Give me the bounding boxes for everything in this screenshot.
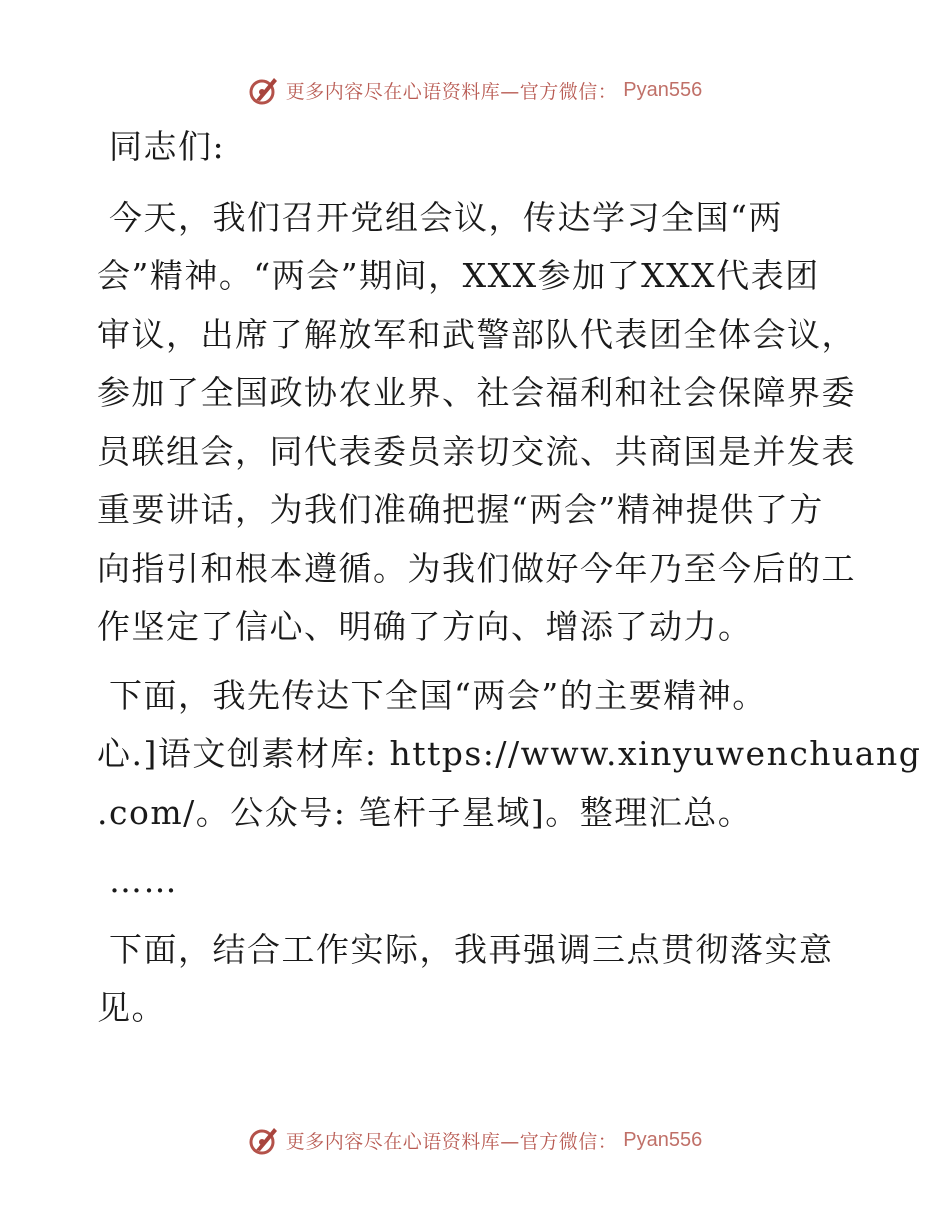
quill-logo-icon — [248, 1124, 280, 1156]
watermark-handle: Pyan556 — [623, 78, 703, 101]
paragraph-ellipsis — [97, 852, 849, 911]
watermark-text: 更多内容尽在心语资料库—官方微信： — [285, 1130, 618, 1153]
paragraph-line: .com/。公众号: 笔杆子星域]。整理汇总。 — [97, 792, 753, 832]
paragraph-intro — [97, 189, 856, 657]
paragraph-line: 员联组会，同代表委员亲切交流、共商国是并发表 — [97, 431, 856, 471]
watermark-text: 更多内容尽在心语资料库—官方微信： — [285, 80, 618, 103]
paragraph-line: 作坚定了信心、明确了方向、增添了动力。 — [97, 607, 753, 646]
footer-watermark — [0, 1120, 950, 1160]
watermark-handle: Pyan556 — [623, 1128, 703, 1151]
quill-logo-icon — [248, 74, 280, 106]
greeting-text: 同志们: — [109, 127, 226, 166]
paragraph-line: 见。 — [97, 988, 166, 1027]
paragraph-line: 下面，结合工作实际，我再强调三点贯彻落实意 — [109, 929, 834, 969]
paragraph-line: 会”精神。“两会”期间，XXX参加了XXX代表团 — [97, 256, 820, 295]
paragraph-line: 重要讲话，为我们准确把握“两会”精神提供了方 — [97, 490, 824, 529]
paragraph-transmit — [97, 667, 922, 843]
ellipsis-line: …… — [109, 861, 178, 900]
greeting — [97, 118, 849, 177]
document-body — [97, 118, 922, 1048]
paragraph-line: 下面，我先传达下全国“两会”的主要精神。 — [109, 675, 767, 715]
paragraph-emphasis — [97, 921, 849, 1038]
paragraph-line: 今天，我们召开党组会议，传达学习全国“两 — [109, 197, 783, 237]
paragraph-line: 向指引和根本遵循。为我们做好今年乃至今后的工 — [97, 548, 856, 588]
paragraph-line: 审议，出席了解放军和武警部队代表团全体会议， — [97, 314, 856, 354]
paragraph-line: 心.]语文创素材库: https://www.xinyuwenchuang — [97, 734, 922, 773]
paragraph-line: 参加了全国政协农业界、社会福利和社会保障界委 — [97, 373, 856, 412]
header-watermark — [0, 70, 950, 110]
